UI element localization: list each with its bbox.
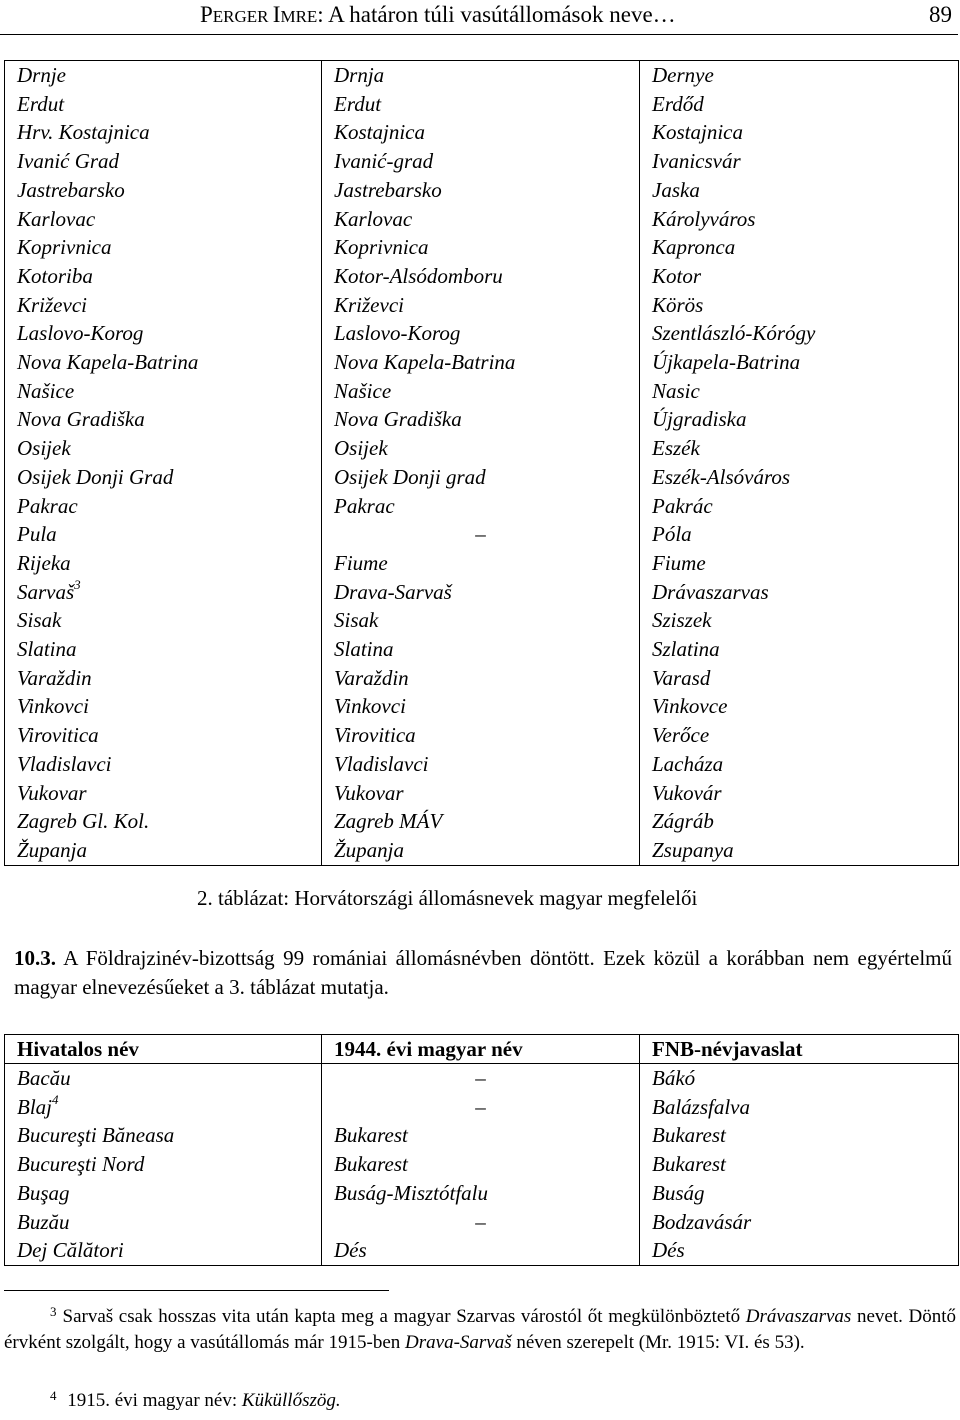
table-cell	[5, 233, 322, 262]
cell-text: Županja	[334, 837, 405, 862]
table-cell	[5, 606, 322, 635]
footnote-3	[4, 1304, 956, 1355]
table-cell	[640, 1121, 959, 1150]
table-cell	[322, 750, 640, 779]
footnote-text: Sarvaš csak hosszas vita után kapta meg a magyar Szarvas várostól őt megkülönböztető	[62, 1306, 746, 1327]
table-row	[5, 1236, 959, 1265]
footnote-italic: Küküllőszög.	[241, 1390, 341, 1411]
running-header	[0, 0, 958, 35]
cell-text: Nova Gradiška	[17, 407, 145, 432]
footnote-reference: 3	[74, 577, 81, 592]
author-last-rest: MRE	[280, 7, 318, 26]
cell-text: Osijek	[17, 436, 71, 461]
cell-text: Vukovar	[334, 780, 404, 805]
cell-text: Zsupanya	[652, 837, 734, 862]
table-cell	[322, 721, 640, 750]
table-cell	[322, 90, 640, 119]
table-cell	[5, 1093, 322, 1122]
table-cell	[640, 90, 959, 119]
table-cell	[640, 176, 959, 205]
table-cell	[640, 1093, 959, 1122]
table-cell	[5, 176, 322, 205]
table-row	[5, 61, 959, 90]
cell-text: Eszék-Alsóváros	[652, 464, 791, 489]
section-paragraph	[14, 944, 952, 1002]
cell-text: Dés	[334, 1238, 367, 1263]
table-row	[5, 1093, 959, 1122]
table-cell	[322, 549, 640, 578]
cell-text: Vinkovce	[652, 694, 728, 719]
cell-text: Pakrac	[334, 493, 395, 518]
cell-text: Drnje	[17, 63, 66, 87]
table-row	[5, 692, 959, 721]
table-row	[5, 319, 959, 348]
cell-text: Bukarest	[334, 1123, 408, 1148]
table-cell	[640, 291, 959, 320]
table-cell	[640, 1208, 959, 1237]
cell-text: Laslovo-Korog	[334, 321, 461, 346]
column-header-official: Hivatalos név	[5, 1035, 322, 1064]
cell-text: Vinkovci	[17, 694, 89, 719]
table-cell	[5, 635, 322, 664]
cell-text: Póla	[652, 522, 692, 547]
cell-text: Bacău	[17, 1066, 71, 1090]
cell-text: Varaždin	[17, 665, 92, 690]
cell-text: Županja	[17, 837, 88, 862]
table-cell	[5, 1064, 322, 1093]
table-cell	[640, 1064, 959, 1093]
table-cell	[640, 779, 959, 808]
paragraph-text: A Földrajzinév-bizottság 99 romániai állomásnévben döntött. Ezek közül a korábban nem egyértelmű magyar elnevezésűeket a 3. táblázat mutatja.	[14, 946, 952, 999]
table-cell	[322, 1179, 640, 1208]
cell-text: Našice	[334, 378, 392, 403]
cell-text: Kotor-Alsódomboru	[334, 263, 503, 288]
footnote-separator	[4, 1290, 389, 1291]
table-cell	[640, 377, 959, 406]
table-cell	[640, 1150, 959, 1179]
cell-text: Slatina	[17, 637, 77, 662]
table-row	[5, 1208, 959, 1237]
table-cell	[322, 836, 640, 865]
table-cell	[322, 492, 640, 521]
table-row	[5, 520, 959, 549]
cell-text: Slatina	[334, 637, 394, 662]
cell-text: Verőce	[652, 723, 710, 748]
column-header-1944: 1944. évi magyar név	[322, 1035, 640, 1064]
table-cell	[322, 520, 640, 549]
table-cell	[640, 319, 959, 348]
cell-text: Virovitica	[334, 723, 416, 748]
table-row	[5, 348, 959, 377]
cell-text: Sisak	[17, 608, 62, 633]
author-name-rest: ERGER	[212, 7, 273, 26]
table-cell	[640, 492, 959, 521]
table-cell	[5, 549, 322, 578]
table-cell	[640, 664, 959, 693]
author-initial: P	[200, 2, 213, 27]
table-cell	[5, 492, 322, 521]
page-number: 89	[929, 2, 952, 27]
cell-text: Zágráb	[652, 809, 714, 834]
table-cell	[322, 1208, 640, 1237]
cell-text: Erdut	[17, 91, 65, 116]
table-row	[5, 721, 959, 750]
table-row	[5, 262, 959, 291]
cell-text: Kapronca	[652, 235, 736, 260]
footnote-number: 3	[50, 1304, 57, 1319]
cell-text: Dernye	[652, 63, 714, 87]
table-row	[5, 405, 959, 434]
table-cell	[322, 377, 640, 406]
table-cell	[322, 147, 640, 176]
table-cell	[640, 348, 959, 377]
cell-text: Bukarest	[334, 1152, 408, 1177]
cell-text: Szentlászló-Kórógy	[652, 321, 816, 346]
empty-dash: –	[475, 1094, 486, 1119]
table-cell	[5, 1236, 322, 1265]
table-cell	[640, 233, 959, 262]
table-row	[5, 807, 959, 836]
cell-text: Karlovac	[17, 206, 96, 231]
cell-text: Újkapela-Batrina	[652, 350, 801, 375]
romanian-stations-table	[4, 1034, 959, 1266]
cell-text: Buság-Misztótfalu	[334, 1180, 489, 1205]
table-cell	[5, 118, 322, 147]
table-row	[5, 233, 959, 262]
table-cell	[5, 291, 322, 320]
empty-dash: –	[475, 522, 486, 547]
table-cell	[322, 262, 640, 291]
cell-text: Szlatina	[652, 637, 720, 662]
cell-text: Blaj	[17, 1094, 52, 1119]
cell-text: Virovitica	[17, 723, 99, 748]
table-cell	[5, 90, 322, 119]
table-row	[5, 205, 959, 234]
table-row	[5, 147, 959, 176]
table-cell	[5, 692, 322, 721]
table-row	[5, 1121, 959, 1150]
table-row	[5, 606, 959, 635]
table-row	[5, 779, 959, 808]
cell-text: Jastrebarsko	[17, 177, 125, 202]
table-cell	[640, 750, 959, 779]
table-cell	[322, 118, 640, 147]
cell-text: Bukarest	[652, 1123, 726, 1148]
cell-text: Vukovar	[17, 780, 87, 805]
table-row	[5, 836, 959, 865]
cell-text: Kostajnica	[652, 120, 744, 145]
footnote-number: 4	[50, 1388, 57, 1403]
empty-dash: –	[475, 1209, 486, 1234]
table-cell	[640, 520, 959, 549]
table-cell	[322, 205, 640, 234]
cell-text: Pakrac	[17, 493, 78, 518]
cell-text: Nova Gradiška	[334, 407, 462, 432]
cell-text: Ivanić-grad	[334, 149, 434, 174]
cell-text: Nasic	[652, 378, 700, 403]
table-row	[5, 463, 959, 492]
cell-text: Bákó	[652, 1066, 696, 1090]
table-cell	[640, 205, 959, 234]
table-row	[5, 549, 959, 578]
table-cell	[322, 807, 640, 836]
table-cell	[640, 578, 959, 607]
cell-text: Bukarest	[652, 1152, 726, 1177]
table-cell	[5, 262, 322, 291]
cell-text: Zagreb Gl. Kol.	[17, 809, 150, 834]
cell-text: Bucureşti Băneasa	[17, 1123, 175, 1148]
table-cell	[322, 434, 640, 463]
cell-text: Karlovac	[334, 206, 413, 231]
cell-text: Kotor	[652, 263, 702, 288]
table-cell	[640, 606, 959, 635]
table-cell	[640, 635, 959, 664]
cell-text: Drnja	[334, 63, 385, 87]
cell-text: Vladislavci	[334, 751, 429, 776]
cell-text: Újgradiska	[652, 407, 747, 432]
table-cell	[5, 721, 322, 750]
footnote-reference: 4	[52, 1092, 59, 1107]
cell-text: Bucureşti Nord	[17, 1152, 145, 1177]
cell-text: Balázsfalva	[652, 1094, 750, 1119]
table-cell	[5, 836, 322, 865]
table-cell	[322, 1093, 640, 1122]
table-cell	[5, 147, 322, 176]
table-cell	[5, 1179, 322, 1208]
table-cell	[5, 1150, 322, 1179]
cell-text: Rijeka	[17, 550, 71, 575]
cell-text: Károlyváros	[652, 206, 756, 231]
table-cell	[322, 463, 640, 492]
table-cell	[640, 807, 959, 836]
cell-text: Buság	[652, 1180, 705, 1205]
article-title: : A határon túli vasútállomások neve…	[317, 2, 676, 27]
table-cell	[5, 319, 322, 348]
cell-text: Nova Kapela-Batrina	[334, 350, 516, 375]
column-header-fnb: FNB-névjavaslat	[640, 1035, 959, 1064]
cell-text: Osijek Donji Grad	[17, 464, 174, 489]
cell-text: Eszék	[652, 436, 700, 461]
footnote-text: néven szerepelt (Mr. 1915: VI. és 53).	[511, 1332, 805, 1353]
table-cell	[322, 1150, 640, 1179]
table-cell	[640, 549, 959, 578]
table-row	[5, 1064, 959, 1093]
table-cell	[322, 61, 640, 90]
cell-text: Dés	[652, 1238, 685, 1263]
table-row	[5, 1179, 959, 1208]
footnote-text: 1915. évi magyar név:	[62, 1390, 242, 1411]
cell-text: Vinkovci	[334, 694, 406, 719]
table-cell	[640, 463, 959, 492]
table-cell	[322, 692, 640, 721]
running-title	[200, 2, 676, 28]
table-cell	[322, 405, 640, 434]
table-row	[5, 176, 959, 205]
table-row	[5, 291, 959, 320]
table-cell	[322, 348, 640, 377]
table-caption: 2. táblázat: Horvátországi állomásnevek magyar megfelelői	[197, 886, 698, 910]
cell-text: Laslovo-Korog	[17, 321, 144, 346]
table-cell	[5, 578, 322, 607]
cell-text: Ivanicsvár	[652, 149, 741, 174]
footnote-text: nevet. Döntő érvként szolgált, hogy a vasútállomás már 1915-ben	[4, 1306, 956, 1353]
cell-text: Sziszek	[652, 608, 712, 633]
table-row	[5, 664, 959, 693]
table-cell	[322, 664, 640, 693]
table-cell	[322, 1236, 640, 1265]
table-cell	[5, 520, 322, 549]
cell-text: Drava-Sarvaš	[334, 579, 452, 604]
empty-dash: –	[475, 1066, 486, 1090]
table-row	[5, 90, 959, 119]
table-cell	[322, 606, 640, 635]
cell-text: Lacháza	[652, 751, 724, 776]
cell-text: Kotoriba	[17, 263, 93, 288]
table-cell	[5, 779, 322, 808]
table-cell	[640, 434, 959, 463]
footnote-italic: Drávaszarvas	[745, 1306, 852, 1327]
cell-text: Pula	[17, 522, 57, 547]
table-cell	[5, 1208, 322, 1237]
section-number: 10.3.	[14, 946, 56, 970]
table-cell	[640, 721, 959, 750]
table-cell	[640, 118, 959, 147]
footnote-italic: Drava-Sarvaš	[405, 1332, 512, 1353]
cell-text: Buzău	[17, 1209, 70, 1234]
table-row	[5, 377, 959, 406]
table-row	[5, 434, 959, 463]
cell-text: Fiume	[334, 550, 388, 575]
cell-text: Križevci	[17, 292, 87, 317]
table-cell	[322, 578, 640, 607]
cell-text: Vladislavci	[17, 751, 112, 776]
cell-text: Koprivnica	[334, 235, 429, 260]
table-cell	[5, 61, 322, 90]
croatian-stations-table	[4, 60, 959, 866]
table-cell	[640, 1236, 959, 1265]
cell-text: Erdőd	[652, 91, 704, 116]
table-cell	[322, 233, 640, 262]
table-cell	[640, 61, 959, 90]
table-row	[5, 1150, 959, 1179]
cell-text: Fiume	[652, 550, 706, 575]
footnote-4	[4, 1388, 960, 1414]
author-last-initial: I	[272, 2, 281, 27]
table-cell	[640, 692, 959, 721]
table-cell	[5, 377, 322, 406]
table-cell	[5, 807, 322, 836]
cell-text: Sarvaš	[17, 579, 75, 604]
table-cell	[322, 319, 640, 348]
cell-text: Drávaszarvas	[652, 579, 769, 604]
cell-text: Erdut	[334, 91, 382, 116]
cell-text: Križevci	[334, 292, 404, 317]
table-row	[5, 750, 959, 779]
cell-text: Körös	[652, 292, 704, 317]
cell-text: Kostajnica	[334, 120, 426, 145]
table-row	[5, 118, 959, 147]
table-cell	[5, 405, 322, 434]
table-cell	[322, 779, 640, 808]
cell-text: Varasd	[652, 665, 711, 690]
table-row	[5, 635, 959, 664]
cell-text: Vukovár	[652, 780, 722, 805]
cell-text: Jaska	[652, 177, 700, 202]
cell-text: Našice	[17, 378, 75, 403]
cell-text: Osijek	[334, 436, 388, 461]
table-cell	[5, 750, 322, 779]
cell-text: Jastrebarsko	[334, 177, 442, 202]
table-cell	[322, 176, 640, 205]
table-cell	[5, 664, 322, 693]
table-cell	[322, 1064, 640, 1093]
table-cell	[322, 1121, 640, 1150]
cell-text: Ivanić Grad	[17, 149, 120, 174]
cell-text: Bodzavásár	[652, 1209, 752, 1234]
table-cell	[640, 405, 959, 434]
cell-text: Pakrác	[652, 493, 713, 518]
cell-text: Zagreb MÁV	[334, 809, 443, 834]
cell-text: Osijek Donji grad	[334, 464, 486, 489]
table-cell	[5, 434, 322, 463]
cell-text: Dej Călători	[17, 1238, 124, 1263]
table-cell	[640, 1179, 959, 1208]
table-cell	[5, 348, 322, 377]
table-cell	[322, 291, 640, 320]
table-cell	[5, 205, 322, 234]
cell-text: Nova Kapela-Batrina	[17, 350, 199, 375]
table-cell	[5, 1121, 322, 1150]
table-cell	[640, 262, 959, 291]
table-cell	[322, 635, 640, 664]
table-cell	[640, 147, 959, 176]
cell-text: Buşag	[17, 1180, 70, 1205]
table-row	[5, 578, 959, 607]
table-cell	[5, 463, 322, 492]
table-cell	[640, 836, 959, 865]
cell-text: Sisak	[334, 608, 379, 633]
table-row	[5, 492, 959, 521]
cell-text: Koprivnica	[17, 235, 112, 260]
cell-text: Hrv. Kostajnica	[17, 120, 150, 145]
cell-text: Varaždin	[334, 665, 409, 690]
